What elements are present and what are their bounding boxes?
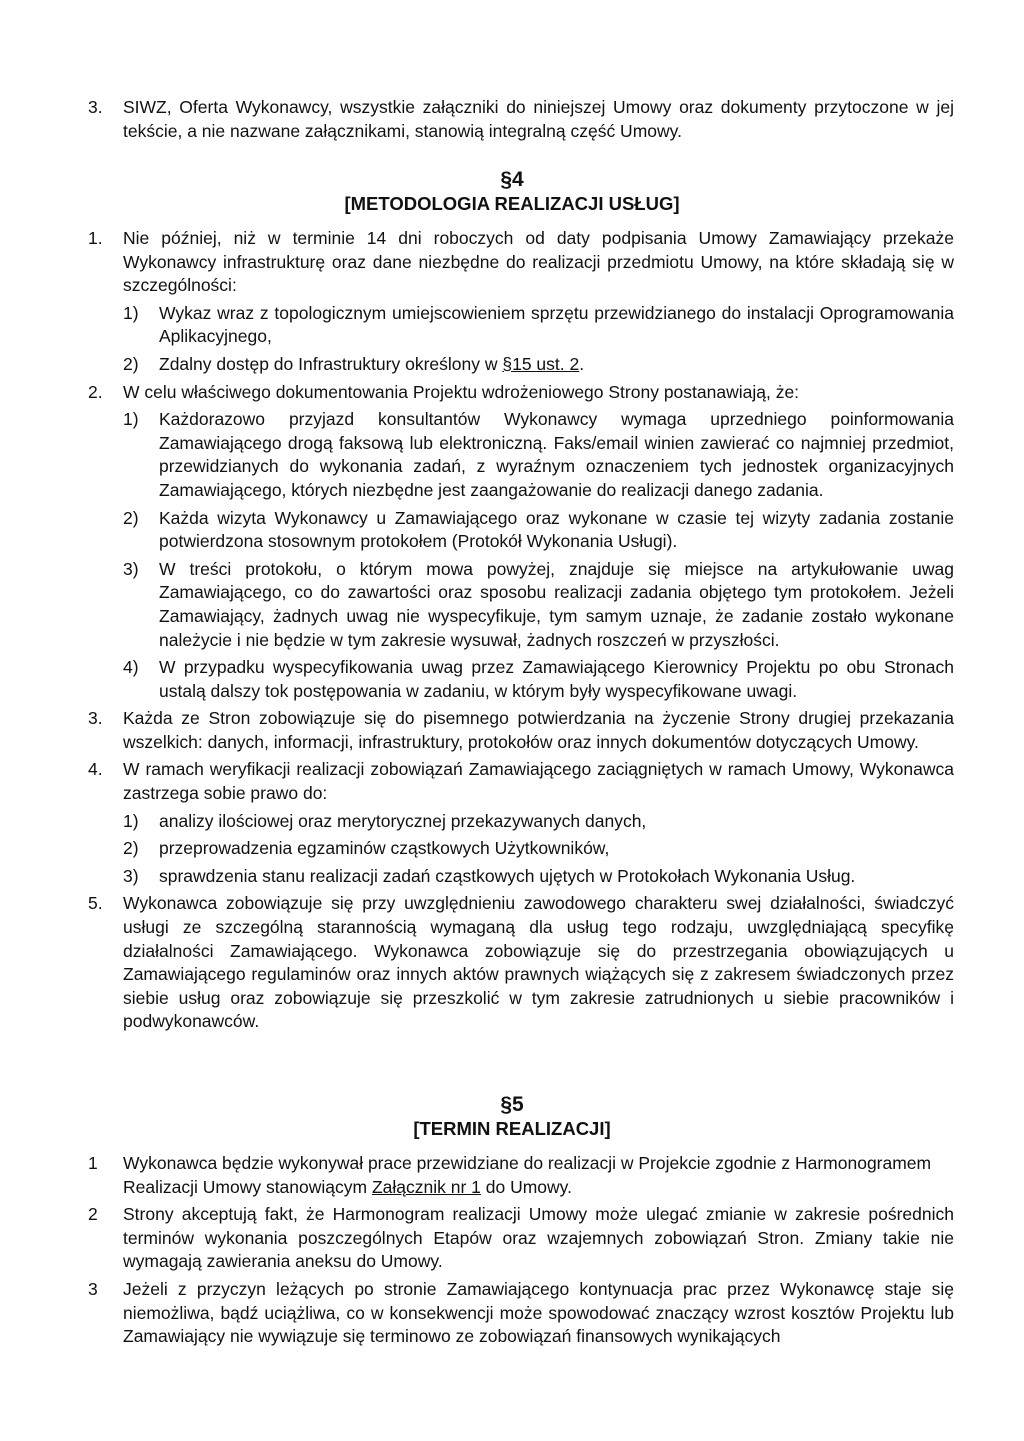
list-item: 3) sprawdzenia stanu realizacji zadań cząstkowych ujętych w Protokołach Wykonania Usług. xyxy=(123,865,856,886)
list-item: 2) Każda wizyta Wykonawcy u Zamawiającego oraz wykonane w czasie tej wizyty zadania zostanie potwierdzona stosownym protokołem (Protokół Wykonania Usługi). xyxy=(123,507,954,552)
section-4-heading xyxy=(0,168,1024,216)
list-item: 1) analizy ilościowej oraz merytorycznej przekazywanych danych, xyxy=(123,810,647,831)
paragraph-2: 2 Strony akceptują fakt, że Harmonogram realizacji Umowy może ulegać zmianie w zakresie pośrednich terminów wykonania poszczególnych Etapów oraz wzajemnych zobowiązań Stron. Zmiany takie nie wymagają zawierania aneksu do Umowy. xyxy=(88,1204,954,1272)
paragraph-1: 1 Wykonawca będzie wykonywał prace przewidziane do realizacji w Projekcie zgodnie z Harmonogramem Realizacji Umowy stanowiącym Załącznik nr 1 do Umowy. xyxy=(88,1153,932,1197)
list-item: 2) Zdalny dostęp do Infrastruktury określony w §15 ust. 2. xyxy=(123,353,585,374)
paragraph-number: 3. xyxy=(88,97,103,117)
list-item: 2) przeprowadzenia egzaminów cząstkowych Użytkowników, xyxy=(123,838,610,859)
list-item: 1) Każdorazowo przyjazd konsultantów Wykonawcy wymaga uprzedniego poinformowania Zamawiającego drogą faksową lub elektroniczną. Faks/email winien zawierać co najmniej przedmiot, przewidzianych do wykonania zadań, z wyraźnym oznaczeniem tych jednostek organizacyjnych Zamawiającego, których niezbędne jest zaangażowanie do realizacji danego zadania. xyxy=(123,409,954,500)
paragraph-3: 3 Jeżeli z przyczyn leżących po stronie Zamawiającego kontynuacja prac przez Wykonawcę staje się niemożliwa, bądź uciążliwa, co w konsekwencji może spowodować znaczący wzrost kosztów Projektu lub Zamawiający nie wywiązuje się terminowo ze zobowiązań finansowych wynikających xyxy=(88,1278,954,1347)
list-item: 3) W treści protokołu, o którym mowa powyżej, znajduje się miejsce na artykułowanie uwag Zamawiającego, co do zawartości oraz sposobu realizacji zadania objętego tym protokołem. Jeżeli Zamawiający, żadnych uwag nie wyspecyfikuje, tym samym uznaje, że zadanie zostało wykonane należycie i nie będzie w tym zakresie wysuwał, żadnych roszczeń w przyszłości. xyxy=(123,558,954,650)
attachment-link[interactable]: Załącznik nr 1 xyxy=(371,1176,481,1197)
section-4-body xyxy=(88,227,954,1034)
section-number: §4 xyxy=(500,168,524,191)
paragraph-text: SIWZ, Oferta Wykonawcy, wszystkie załączniki do niniejszej Umowy oraz dokumenty przytoczone w jej tekście, a nie nazwane załącznikami, stanowią integralną część Umowy. xyxy=(123,97,954,141)
section-number: §5 xyxy=(500,1093,524,1116)
intro-paragraph xyxy=(88,96,954,143)
paragraph-3: 3. Każda ze Stron zobowiązuje się do pisemnego potwierdzania na życzenie Strony drugiej przekazania wszelkich: danych, informacji, infrastruktury, protokołów oraz innych dokumentów dotyczących Umowy. xyxy=(88,708,954,752)
section-5-heading xyxy=(0,1093,1024,1141)
section-title: [TERMIN REALIZACJI] xyxy=(413,1118,611,1139)
paragraph-5: 5. Wykonawca zobowiązuje się przy uwzględnieniu zawodowego charakteru swej działalności, świadczyć usługi ze szczególną starannością wymaganą dla usług tego rodzaju, uwzględniającą specyfikę działalności Zamawiającego. Wykonawca zobowiązuje się do przestrzegania obowiązujących u Zamawiającego regulaminów oraz innych aktów prawnych wiążących się z zakresem świadczonych przez siebie usług oraz zobowiązuje się przeszkolić w tym zakresie zatrudnionych u siebie pracowników i podwykonawców. xyxy=(88,893,954,1032)
paragraph-4: 4. W ramach weryfikacji realizacji zobowiązań Zamawiającego zaciągniętych w ramach Umowy, Wykonawca zastrzega sobie prawo do: xyxy=(88,759,954,804)
section-5-body xyxy=(88,1152,954,1349)
paragraph-1: 1. Nie później, niż w terminie 14 dni roboczych od daty podpisania Umowy Zamawiający przekaże Wykonawcy infrastrukturę oraz dane niezbędne do realizacji przedmiotu Umowy, na które składają się w szczególności: xyxy=(88,228,954,296)
list-item: 4) W przypadku wyspecyfikowania uwag przez Zamawiającego Kierownicy Projektu po obu Stronach ustalą dalszy tok postępowania w zadaniu, w którym były wyspecyfikowane uwagi. xyxy=(123,657,954,701)
list-item: 1) Wykaz wraz z topologicznym umiejscowieniem sprzętu przewidzianego do instalacji Oprogramowania Aplikacyjnego, xyxy=(123,302,954,347)
paragraph-2: 2. W celu właściwego dokumentowania Projektu wdrożeniowego Strony postanawiają, że: xyxy=(88,381,800,402)
section-reference-link[interactable]: §15 ust. 2 xyxy=(502,353,580,374)
section-title: [METODOLOGIA REALIZACJI USŁUG] xyxy=(344,193,680,214)
